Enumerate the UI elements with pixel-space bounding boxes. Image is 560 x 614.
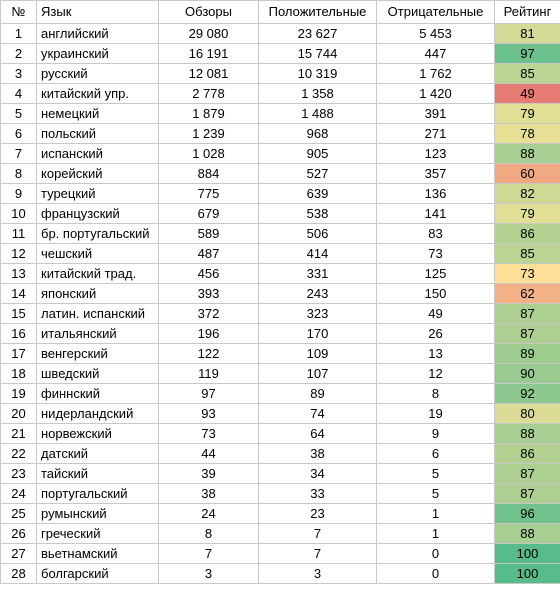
row-num-cell[interactable]: 24	[1, 484, 37, 504]
reviews-cell[interactable]: 1 239	[159, 124, 259, 144]
rating-cell[interactable]: 85	[495, 244, 560, 264]
row-num-cell[interactable]: 5	[1, 104, 37, 124]
language-cell[interactable]: русский	[37, 64, 159, 84]
negative-cell[interactable]: 1 420	[377, 84, 495, 104]
reviews-cell[interactable]: 1 879	[159, 104, 259, 124]
positive-cell[interactable]: 7	[259, 524, 377, 544]
row-num-cell[interactable]: 28	[1, 564, 37, 584]
row-num-cell[interactable]: 1	[1, 24, 37, 44]
row-num-cell[interactable]: 21	[1, 424, 37, 444]
language-cell[interactable]: латин. испанский	[37, 304, 159, 324]
rating-cell[interactable]: 87	[495, 464, 560, 484]
row-num-cell[interactable]: 7	[1, 144, 37, 164]
row-num-cell[interactable]: 23	[1, 464, 37, 484]
rating-cell[interactable]: 85	[495, 64, 560, 84]
positive-cell[interactable]: 74	[259, 404, 377, 424]
positive-cell[interactable]: 170	[259, 324, 377, 344]
rating-cell[interactable]: 88	[495, 524, 560, 544]
table-row	[1, 164, 560, 184]
positive-cell[interactable]: 89	[259, 384, 377, 404]
rating-cell[interactable]: 79	[495, 104, 560, 124]
language-cell[interactable]: болгарский	[37, 564, 159, 584]
positive-cell[interactable]: 7	[259, 544, 377, 564]
row-num-cell[interactable]: 13	[1, 264, 37, 284]
positive-cell[interactable]: 1 358	[259, 84, 377, 104]
negative-cell[interactable]: 5 453	[377, 24, 495, 44]
language-cell[interactable]: немецкий	[37, 104, 159, 124]
positive-cell[interactable]: 64	[259, 424, 377, 444]
language-cell[interactable]: венгерский	[37, 344, 159, 364]
reviews-cell[interactable]: 3	[159, 564, 259, 584]
reviews-cell[interactable]: 372	[159, 304, 259, 324]
positive-cell[interactable]: 33	[259, 484, 377, 504]
positive-cell[interactable]: 109	[259, 344, 377, 364]
table-row	[1, 144, 560, 164]
table-row	[1, 64, 560, 84]
rating-cell[interactable]: 78	[495, 124, 560, 144]
negative-cell[interactable]: 49	[377, 304, 495, 324]
positive-cell[interactable]: 10 319	[259, 64, 377, 84]
negative-cell[interactable]: 0	[377, 564, 495, 584]
reviews-cell[interactable]: 393	[159, 284, 259, 304]
reviews-cell[interactable]: 7	[159, 544, 259, 564]
header-reviews[interactable]: Обзоры	[159, 1, 259, 24]
positive-cell[interactable]: 414	[259, 244, 377, 264]
table-row	[1, 344, 560, 364]
rating-cell[interactable]: 90	[495, 364, 560, 384]
table-row	[1, 304, 560, 324]
reviews-cell[interactable]: 16 191	[159, 44, 259, 64]
rating-cell[interactable]: 96	[495, 504, 560, 524]
rating-cell[interactable]: 80	[495, 404, 560, 424]
rating-cell[interactable]: 100	[495, 564, 560, 584]
language-cell[interactable]: норвежский	[37, 424, 159, 444]
table-row	[1, 404, 560, 424]
positive-cell[interactable]: 331	[259, 264, 377, 284]
rating-cell[interactable]: 87	[495, 484, 560, 504]
reviews-cell[interactable]: 97	[159, 384, 259, 404]
negative-cell[interactable]: 141	[377, 204, 495, 224]
table-row	[1, 464, 560, 484]
negative-cell[interactable]: 5	[377, 484, 495, 504]
table-row	[1, 264, 560, 284]
table-row	[1, 364, 560, 384]
rating-cell[interactable]: 92	[495, 384, 560, 404]
rating-cell[interactable]: 100	[495, 544, 560, 564]
negative-cell[interactable]: 6	[377, 444, 495, 464]
rating-cell[interactable]: 89	[495, 344, 560, 364]
rating-cell[interactable]: 87	[495, 324, 560, 344]
language-cell[interactable]: турецкий	[37, 184, 159, 204]
language-cell[interactable]: румынский	[37, 504, 159, 524]
negative-cell[interactable]: 8	[377, 384, 495, 404]
negative-cell[interactable]: 136	[377, 184, 495, 204]
language-cell[interactable]: японский	[37, 284, 159, 304]
row-num-cell[interactable]: 3	[1, 64, 37, 84]
language-cell[interactable]: украинский	[37, 44, 159, 64]
reviews-cell[interactable]: 38	[159, 484, 259, 504]
positive-cell[interactable]: 107	[259, 364, 377, 384]
positive-cell[interactable]: 527	[259, 164, 377, 184]
rating-cell[interactable]: 88	[495, 144, 560, 164]
table-row	[1, 224, 560, 244]
rating-cell[interactable]: 49	[495, 84, 560, 104]
positive-cell[interactable]: 23	[259, 504, 377, 524]
positive-cell[interactable]: 506	[259, 224, 377, 244]
row-num-cell[interactable]: 11	[1, 224, 37, 244]
row-num-cell[interactable]: 19	[1, 384, 37, 404]
header-positive[interactable]: Положительные	[259, 1, 377, 24]
rating-cell[interactable]: 82	[495, 184, 560, 204]
negative-cell[interactable]: 123	[377, 144, 495, 164]
table-row	[1, 324, 560, 344]
table-row	[1, 524, 560, 544]
header-num[interactable]: №	[1, 1, 37, 24]
table-row	[1, 24, 560, 44]
language-cell[interactable]: французский	[37, 204, 159, 224]
rating-cell[interactable]: 87	[495, 304, 560, 324]
table-row	[1, 124, 560, 144]
language-cell[interactable]: польский	[37, 124, 159, 144]
rating-cell[interactable]: 81	[495, 24, 560, 44]
positive-cell[interactable]: 23 627	[259, 24, 377, 44]
language-cell[interactable]: вьетнамский	[37, 544, 159, 564]
reviews-cell[interactable]: 12 081	[159, 64, 259, 84]
reviews-cell[interactable]: 196	[159, 324, 259, 344]
row-num-cell[interactable]: 10	[1, 204, 37, 224]
language-cell[interactable]: корейский	[37, 164, 159, 184]
row-num-cell[interactable]: 15	[1, 304, 37, 324]
reviews-cell[interactable]: 589	[159, 224, 259, 244]
reviews-cell[interactable]: 119	[159, 364, 259, 384]
positive-cell[interactable]: 323	[259, 304, 377, 324]
negative-cell[interactable]: 125	[377, 264, 495, 284]
positive-cell[interactable]: 538	[259, 204, 377, 224]
reviews-cell[interactable]: 29 080	[159, 24, 259, 44]
header-row	[1, 1, 560, 24]
language-cell[interactable]: датский	[37, 444, 159, 464]
table-row	[1, 564, 560, 584]
reviews-cell[interactable]: 775	[159, 184, 259, 204]
row-num-cell[interactable]: 2	[1, 44, 37, 64]
negative-cell[interactable]: 19	[377, 404, 495, 424]
row-num-cell[interactable]: 22	[1, 444, 37, 464]
header-negative[interactable]: Отрицательные	[377, 1, 495, 24]
language-cell[interactable]: китайский упр.	[37, 84, 159, 104]
rating-cell[interactable]: 60	[495, 164, 560, 184]
language-cell[interactable]: португальский	[37, 484, 159, 504]
negative-cell[interactable]: 150	[377, 284, 495, 304]
row-num-cell[interactable]: 14	[1, 284, 37, 304]
negative-cell[interactable]: 26	[377, 324, 495, 344]
reviews-cell[interactable]: 93	[159, 404, 259, 424]
language-cell[interactable]: тайский	[37, 464, 159, 484]
reviews-cell[interactable]: 39	[159, 464, 259, 484]
rating-cell[interactable]: 79	[495, 204, 560, 224]
table-row	[1, 504, 560, 524]
reviews-cell[interactable]: 8	[159, 524, 259, 544]
reviews-cell[interactable]: 487	[159, 244, 259, 264]
reviews-cell[interactable]: 44	[159, 444, 259, 464]
positive-cell[interactable]: 1 488	[259, 104, 377, 124]
table-row	[1, 484, 560, 504]
negative-cell[interactable]: 1 762	[377, 64, 495, 84]
row-num-cell[interactable]: 25	[1, 504, 37, 524]
positive-cell[interactable]: 639	[259, 184, 377, 204]
table-row	[1, 384, 560, 404]
row-num-cell[interactable]: 18	[1, 364, 37, 384]
table-row	[1, 204, 560, 224]
language-cell[interactable]: нидерландский	[37, 404, 159, 424]
negative-cell[interactable]: 13	[377, 344, 495, 364]
row-num-cell[interactable]: 12	[1, 244, 37, 264]
rating-cell[interactable]: 88	[495, 424, 560, 444]
language-cell[interactable]: английский	[37, 24, 159, 44]
table-row	[1, 244, 560, 264]
positive-cell[interactable]: 38	[259, 444, 377, 464]
table-body	[1, 24, 560, 584]
rating-cell[interactable]: 73	[495, 264, 560, 284]
header-language[interactable]: Язык	[37, 1, 159, 24]
positive-cell[interactable]: 15 744	[259, 44, 377, 64]
table-row	[1, 544, 560, 564]
reviews-cell[interactable]: 2 778	[159, 84, 259, 104]
row-num-cell[interactable]: 27	[1, 544, 37, 564]
reviews-cell[interactable]: 122	[159, 344, 259, 364]
table-row	[1, 424, 560, 444]
rating-cell[interactable]: 62	[495, 284, 560, 304]
table-row	[1, 444, 560, 464]
table-row	[1, 84, 560, 104]
language-cell[interactable]: финнский	[37, 384, 159, 404]
row-num-cell[interactable]: 16	[1, 324, 37, 344]
negative-cell[interactable]: 1	[377, 504, 495, 524]
reviews-cell[interactable]: 1 028	[159, 144, 259, 164]
reviews-cell[interactable]: 679	[159, 204, 259, 224]
negative-cell[interactable]: 357	[377, 164, 495, 184]
rating-cell[interactable]: 86	[495, 444, 560, 464]
positive-cell[interactable]: 3	[259, 564, 377, 584]
positive-cell[interactable]: 905	[259, 144, 377, 164]
row-num-cell[interactable]: 20	[1, 404, 37, 424]
row-num-cell[interactable]: 8	[1, 164, 37, 184]
row-num-cell[interactable]: 17	[1, 344, 37, 364]
positive-cell[interactable]: 968	[259, 124, 377, 144]
positive-cell[interactable]: 34	[259, 464, 377, 484]
reviews-cell[interactable]: 24	[159, 504, 259, 524]
rating-cell[interactable]: 97	[495, 44, 560, 64]
rating-cell[interactable]: 86	[495, 224, 560, 244]
negative-cell[interactable]: 83	[377, 224, 495, 244]
row-num-cell[interactable]: 26	[1, 524, 37, 544]
reviews-cell[interactable]: 884	[159, 164, 259, 184]
row-num-cell[interactable]: 9	[1, 184, 37, 204]
negative-cell[interactable]: 9	[377, 424, 495, 444]
table-row	[1, 104, 560, 124]
header-rating[interactable]: Рейтинг	[495, 1, 560, 24]
negative-cell[interactable]: 0	[377, 544, 495, 564]
row-num-cell[interactable]: 6	[1, 124, 37, 144]
language-cell[interactable]: испанский	[37, 144, 159, 164]
row-num-cell[interactable]: 4	[1, 84, 37, 104]
negative-cell[interactable]: 12	[377, 364, 495, 384]
positive-cell[interactable]: 243	[259, 284, 377, 304]
negative-cell[interactable]: 391	[377, 104, 495, 124]
negative-cell[interactable]: 447	[377, 44, 495, 64]
negative-cell[interactable]: 271	[377, 124, 495, 144]
language-cell[interactable]: итальянский	[37, 324, 159, 344]
negative-cell[interactable]: 73	[377, 244, 495, 264]
table-row	[1, 284, 560, 304]
table-row	[1, 184, 560, 204]
table-row	[1, 44, 560, 64]
negative-cell[interactable]: 5	[377, 464, 495, 484]
language-cell[interactable]: китайский трад.	[37, 264, 159, 284]
language-cell[interactable]: шведский	[37, 364, 159, 384]
language-cell[interactable]: бр. португальский	[37, 224, 159, 244]
reviews-cell[interactable]: 73	[159, 424, 259, 444]
language-cell[interactable]: греческий	[37, 524, 159, 544]
language-cell[interactable]: чешский	[37, 244, 159, 264]
negative-cell[interactable]: 1	[377, 524, 495, 544]
reviews-cell[interactable]: 456	[159, 264, 259, 284]
